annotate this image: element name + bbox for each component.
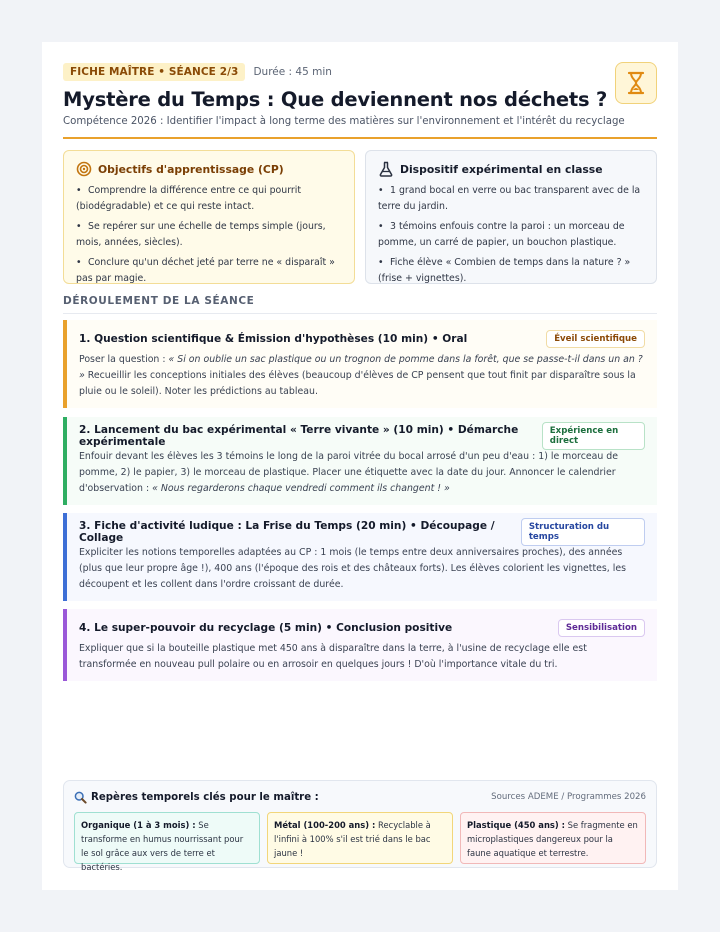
page-subtitle: Compétence 2026 : Identifier l'impact à long terme des matières sur l'environnement et l'intérêt du recyclage xyxy=(63,116,625,127)
setup-title-text: Dispositif expérimental en classe xyxy=(400,162,603,176)
footer-title xyxy=(74,791,319,804)
step-title: 2. Lancement du bac expérimental « Terre vivante » (10 min) • Démarche expérimentale xyxy=(79,424,519,448)
objectives-title-text: Objectifs d'apprentissage (CP) xyxy=(98,162,284,176)
objectives-box xyxy=(63,150,355,284)
setup-box xyxy=(365,150,657,284)
header xyxy=(63,62,657,127)
sources-label: Sources ADEME / Programmes 2026 xyxy=(491,792,646,802)
step-body: Expliquer que si la bouteille plastique met 450 ans à disparaître dans la terre, à l'usine de recyclage elle est transformée en nouveau pull polaire ou en arrosoir en quelques jours ! D'où l'importance vitale du tri. xyxy=(79,643,587,670)
section-heading: DÉROULEMENT DE LA SÉANCE xyxy=(63,295,657,314)
flask-icon xyxy=(378,161,394,177)
step-body xyxy=(79,352,645,400)
magnifier-icon xyxy=(74,791,87,804)
step-2 xyxy=(63,417,657,505)
step-body xyxy=(79,449,645,497)
objectives-list xyxy=(76,183,342,287)
step-title: 4. Le super-pouvoir du recyclage (5 min) • Conclusion positive xyxy=(79,622,453,634)
objective-text: Se repérer sur une échelle de temps simple (jours, mois, années, siècles). xyxy=(76,221,326,248)
setup-list xyxy=(378,183,644,287)
step-tag: Expérience en direct xyxy=(542,422,645,450)
setup-text: Fiche élève « Combien de temps dans la nature ? » (frise + vignettes). xyxy=(378,257,631,284)
card-label: Plastique (450 ans) : xyxy=(467,820,565,830)
list-item: • Fiche élève « Combien de temps dans la nature ? » (frise + vignettes). xyxy=(378,257,631,284)
page-title: Mystère du Temps : Que deviennent nos déchets ? xyxy=(63,88,608,111)
card-label: Métal (100-200 ans) : xyxy=(274,820,376,830)
header-divider xyxy=(63,137,657,139)
card-organic xyxy=(74,812,260,872)
session-badge: FICHE MAÎTRE • SÉANCE 2/3 xyxy=(63,63,245,81)
reference-cards xyxy=(74,812,646,872)
step-tag: Structuration du temps xyxy=(521,518,645,546)
setup-text: 1 grand bocal en verre ou bac transparent avec de la terre du jardin. xyxy=(378,185,641,212)
objectives-title xyxy=(76,161,342,177)
setup-text: 3 témoins enfouis contre la paroi : un morceau de pomme, un carré de papier, un bouchon plastique. xyxy=(378,221,625,248)
step-text: Poser la question : xyxy=(79,354,169,365)
step-quote: « Nous regarderons chaque vendredi comment ils changent ! » xyxy=(152,483,450,494)
footer-title-text: Repères temporels clés pour le maître : xyxy=(91,791,319,803)
duration-label: Durée : 45 min xyxy=(253,66,332,78)
step-3 xyxy=(63,513,657,601)
target-icon xyxy=(76,161,92,177)
objective-text: Comprendre la différence entre ce qui pourrit (biodégradable) et ce qui reste intact. xyxy=(76,185,302,212)
step-tag: Éveil scientifique xyxy=(546,330,645,348)
step-text: Recueillir les conceptions initiales des élèves (beaucoup d'élèves de CP pensent que tout finit par disparaître sous la pluie ou le soleil). Noter les prédictions au tableau. xyxy=(79,370,636,397)
hourglass-icon xyxy=(615,62,657,104)
card-text: Se transforme en humus nourrissant pour le sol grâce aux vers de terre et bactéries. xyxy=(81,820,244,872)
time-reference-box xyxy=(63,780,657,872)
list-item: • 1 grand bocal en verre ou bac transparent avec de la terre du jardin. xyxy=(378,185,641,212)
card-label: Organique (1 à 3 mois) : xyxy=(81,820,196,830)
list-item: • 3 témoins enfouis contre la paroi : un morceau de pomme, un carré de papier, un bouchon plastique. xyxy=(378,221,625,248)
card-metal xyxy=(267,812,453,864)
objective-text: Conclure qu'un déchet jeté par terre ne « disparaît » pas par magie. xyxy=(76,257,335,284)
lesson-sheet xyxy=(42,42,678,890)
card-plastic xyxy=(460,812,646,864)
tag-row xyxy=(63,62,657,82)
step-4 xyxy=(63,609,657,681)
setup-title xyxy=(378,161,644,177)
step-quote: « Si on oublie un sac plastique ou un trognon de pomme dans la forêt, que se passe-t-il dans un an ? » xyxy=(79,354,643,381)
list-item: • Se repérer sur une échelle de temps simple (jours, mois, années, siècles). xyxy=(76,221,326,248)
list-item: • Conclure qu'un déchet jeté par terre ne « disparaît » pas par magie. xyxy=(76,257,335,284)
card-text: Recyclable à l'infini à 100% s'il est trié dans le bac jaune ! xyxy=(274,820,431,858)
step-body: Expliciter les notions temporelles adaptées au CP : 1 mois (le temps entre deux anniversaires proches), des années (plus que leur propre âge !), 400 ans (l'époque des rois et des châteaux forts). Les élèves colorient les vignettes, les découpent et les collent dans l'ordre croissant de durée. xyxy=(79,547,627,590)
step-1 xyxy=(63,320,657,408)
step-title: 1. Question scientifique & Émission d'hypothèses (10 min) • Oral xyxy=(79,333,468,345)
step-tag: Sensibilisation xyxy=(558,619,645,637)
step-text: Enfouir devant les élèves les 3 témoins le long de la paroi vitrée du bocal arrosé d'un peu d'eau : 1) le morceau de pomme, 2) le papier, 3) le morceau de plastique. Placer une étiquette avec la date du jour. Annoncer le calendrier d'observation : xyxy=(79,451,619,494)
card-text: Se fragmente en microplastiques dangereux pour la faune aquatique et terrestre. xyxy=(467,820,638,858)
step-title: 3. Fiche d'activité ludique : La Frise du Temps (20 min) • Découpage / Collage xyxy=(79,520,495,544)
list-item: • Comprendre la différence entre ce qui pourrit (biodégradable) et ce qui reste intact. xyxy=(76,185,302,212)
